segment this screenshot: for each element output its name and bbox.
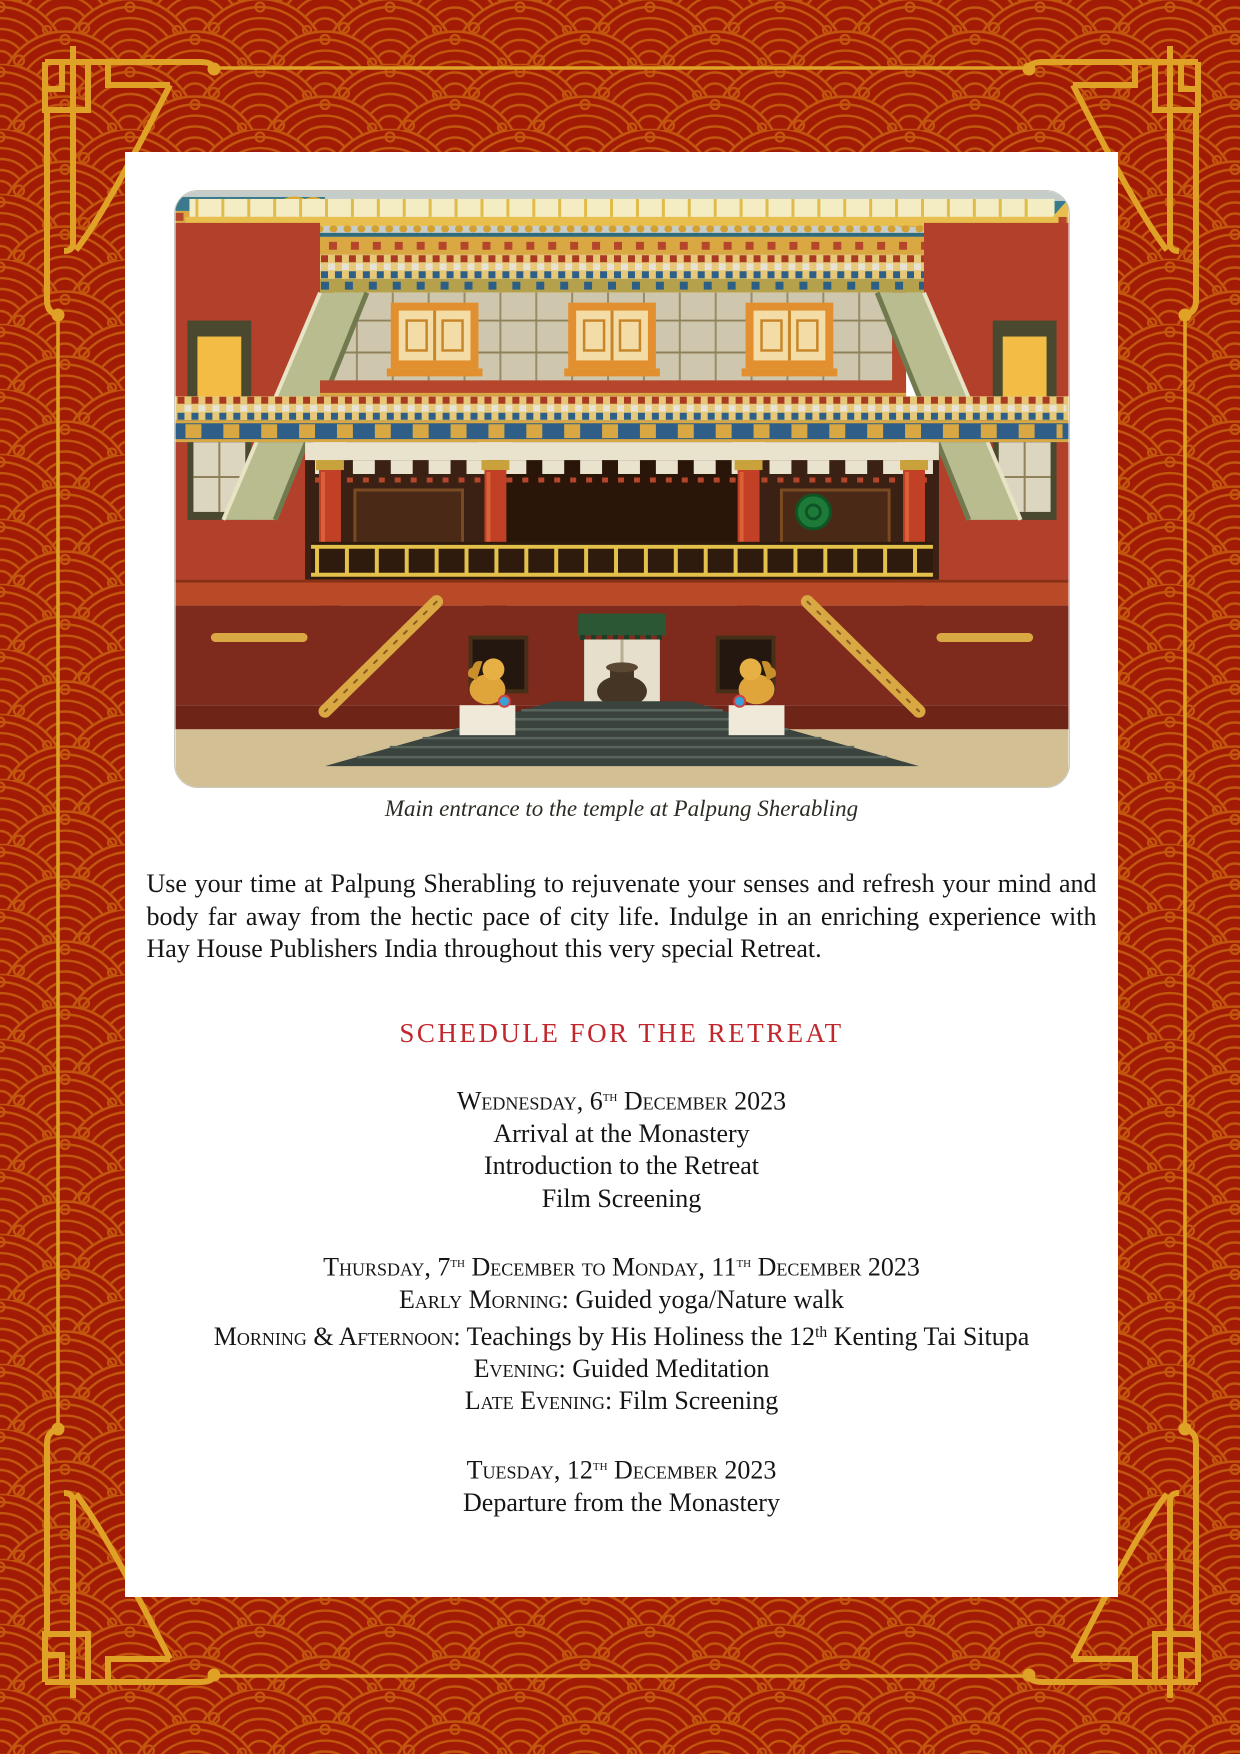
schedule-line: Tuesday, 12th December 2023 bbox=[466, 1455, 777, 1485]
monastery-photo bbox=[174, 190, 1070, 788]
content-sheet bbox=[125, 152, 1118, 1597]
pedestal bbox=[728, 705, 784, 735]
schedule-group bbox=[125, 1450, 1118, 1520]
schedule bbox=[125, 1081, 1118, 1520]
green-emblem bbox=[796, 495, 830, 529]
schedule-line: Morning & Afternoon: Teachings by His Holiness the 12th Kenting Tai Situpa bbox=[213, 1321, 1030, 1351]
schedule-line: Early Morning: Guided yoga/Nature walk bbox=[398, 1285, 844, 1315]
ornate-blue-band bbox=[175, 420, 1068, 442]
schedule-heading: SCHEDULE FOR THE RETREAT bbox=[399, 1017, 844, 1048]
schedule-line: Wednesday, 6th December 2023 bbox=[456, 1086, 787, 1116]
schedule-line: Evening: Guided Meditation bbox=[473, 1353, 770, 1383]
schedule-line: Film Screening bbox=[541, 1183, 702, 1213]
photo-caption: Main entrance to the temple at Palpung Sherabling bbox=[384, 796, 859, 821]
schedule-line: Late Evening: Film Screening bbox=[464, 1386, 779, 1416]
schedule-line: Arrival at the Monastery bbox=[493, 1118, 750, 1148]
schedule-line: Thursday, 7th December to Monday, 11th December 2023 bbox=[323, 1252, 920, 1282]
intro-paragraph: Use your time at Palpung Sherabling to rejuvenate your senses and refresh your mind and body far away from the hectic pace of city life. Indulge in an enriching experience with Hay House Publishers India throughout this very special Retreat. bbox=[146, 869, 1097, 963]
balcony-floor-band bbox=[175, 580, 1068, 606]
schedule-line: Introduction to the Retreat bbox=[483, 1151, 760, 1181]
schedule-group bbox=[125, 1081, 1118, 1216]
balcony-railing bbox=[311, 542, 933, 580]
florette-band bbox=[193, 279, 1050, 293]
upper-beam-band bbox=[193, 237, 1050, 255]
schedule-line: Departure from the Monastery bbox=[463, 1488, 780, 1518]
photo-figure bbox=[125, 190, 1118, 822]
pedestal bbox=[459, 705, 515, 735]
checker-frieze-upper bbox=[193, 255, 1050, 279]
sill-band bbox=[320, 380, 906, 396]
schedule-group bbox=[125, 1247, 1118, 1418]
orange-windows bbox=[386, 303, 836, 377]
checker-frieze-lower bbox=[175, 396, 1068, 420]
